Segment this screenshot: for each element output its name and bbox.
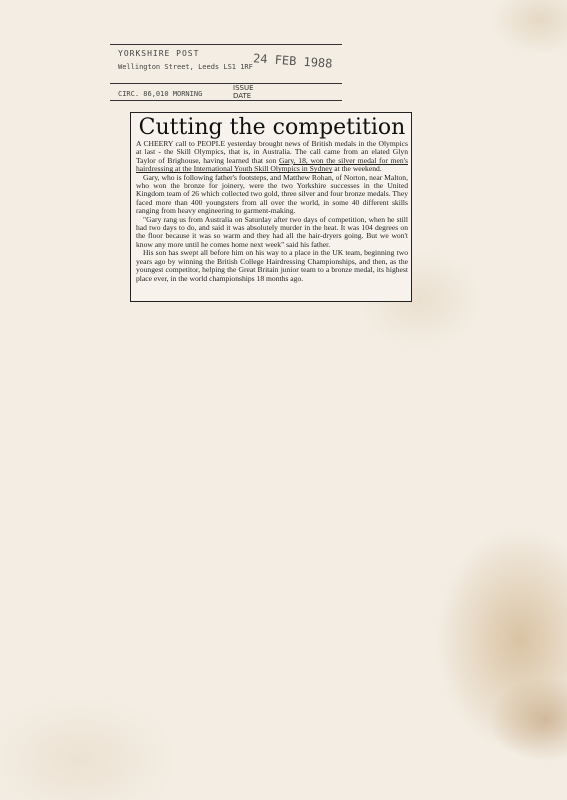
issue-date-label (233, 84, 254, 100)
issue-label: ISSUE (233, 84, 254, 92)
masthead-bottom-rule (110, 100, 342, 101)
press-cutting-masthead (110, 44, 342, 100)
newspaper-clipping (130, 112, 412, 302)
article-body (136, 140, 408, 283)
publication-address: Wellington Street, Leeds LS1 1RF (118, 63, 253, 71)
article-paragraph-2: Gary, who is following father's footsteps, and Matthew Rohan, of Norton, near Malton, who won the bronze for joinery, were the two Yorkshire successes in the United Kingdom team of 26 which collected two gold, three silver and four bronze medals. They faced more than 400 youngsters from all over the world, in some 40 different skills ranging from heavy engineering to garment-making. (136, 172, 408, 216)
article-paragraph-3: "Gary rang us from Australia on Saturday after two days of competition, when he still had two days to do, and said it was absolutely murder in the heat. It was 104 degrees on the floor because it was so warm and they had all the hair-dryers going. But we won't know any more until he comes home next week" said his father. (136, 214, 408, 249)
publication-name: YORKSHIRE POST (118, 49, 200, 58)
masthead-top-rule (110, 44, 342, 45)
date-label: DATE (233, 92, 252, 100)
article-paragraph-1 (136, 140, 408, 174)
article-paragraph-4: His son has swept all before him on his way to a place in the UK team, beginning two years ago by winning the British College Hairdressing Championships, and then, as the youngest competitor, helping the Great Britain junior team to a bronze medal, its highest place ever, in the world championships 18 months ago. (136, 248, 408, 283)
p1-text-before: A CHEERY call to PEOPLE yesterday brought news of British medals in the Olympics at last - the Skill Olympics, that is, in Australia. The call came from an elated Glyn Taylor of Brighouse, having learned that son (136, 139, 408, 165)
circulation-label: CIRC. 86,010 MORNING (118, 90, 203, 98)
p1-text-after: at the weekend. (332, 164, 382, 174)
article-headline: Cutting the competition (138, 115, 406, 140)
p1-underlined-text: Gary, 18, won the silver medal for men's hairdressing at the International Youth Skill Olympics in Sydney (136, 155, 408, 174)
date-stamp: 24 FEB 1988 (252, 51, 333, 71)
masthead-mid-rule (110, 83, 342, 84)
